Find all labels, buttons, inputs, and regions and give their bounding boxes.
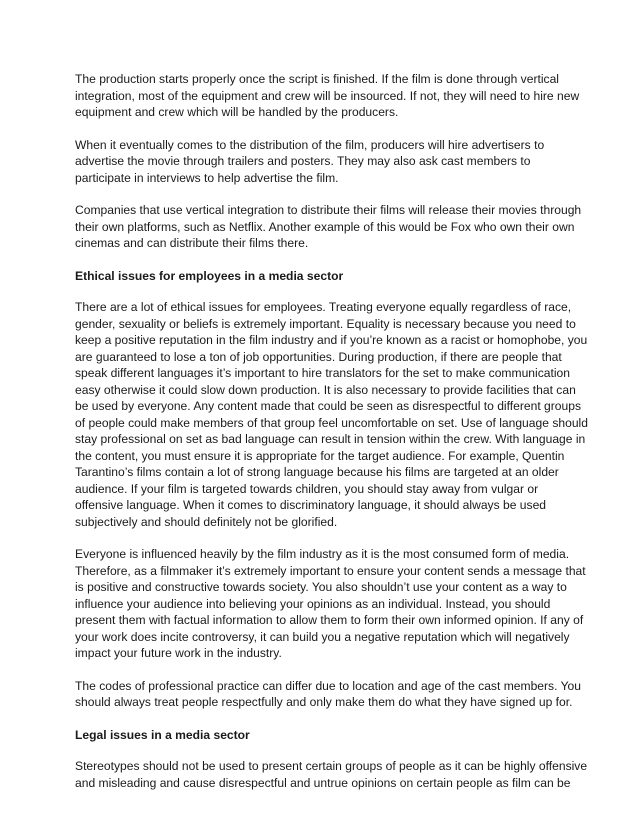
- paragraph-influence: Everyone is influenced heavily by the film industry as it is the most consumed form of media. Therefore, as a filmmaker it’s extremely important to ensure your content sends a message that is positive and constructive towards society. You also shouldn’t use your content as a way to influence your audience into believing your opinions as an individual. Instead, you should present them with factual information to allow them to form their own informed opinion. If any of your work does incite controversy, it can build you a negative reputation which will negatively impact your future work in the industry.: [75, 547, 586, 660]
- paragraph-vertical-integration: Companies that use vertical integration to distribute their films will release their movies through their own platforms, such as Netflix. Another example of this would be Fox who own their own cinemas and can distribute their films there.: [75, 203, 582, 250]
- heading-ethical-issues: Ethical issues for employees in a media sector: [75, 268, 344, 283]
- paragraph-distribution: When it eventually comes to the distribution of the film, producers will hire advertisers to advertise the movie through trailers and posters. They may also ask cast members to participate in interviews to help advertise the film.: [75, 137, 545, 185]
- paragraph-ethical-issues: There are a lot of ethical issues for employees. Treating everyone equally regardless of race, gender, sexuality or beliefs is extremely important. Equality is necessary because you need to keep a positive reputation in the film industry and if you’re known as a racist or homophobe, you are guaranteed to lose a ton of job opportunities. During production, if there are people that speak different languages it’s important to hire translators for the set to make communication easy otherwise it could slow down production. It is also necessary to provide facilities that can be used by everyone. Any content made that could be seen as disrespectful to different groups of people could make members of that group feel uncomfortable on set. Use of language should stay professional on set as bad language can result in tension within the crew. With language in the content, you must ensure it is appropriate for the target audience. For example, Quentin Tarantino’s films contain a lot of strong language because his films are targeted at an older audience. If your film is targeted towards children, you should stay away from vulgar or offensive language. When it comes to discriminatory language, it should always be used subjectively and should definitely not be glorified.: [75, 300, 588, 529]
- heading-legal-issues: Legal issues in a media sector: [75, 727, 250, 742]
- paragraph-production: The production starts properly once the script is finished. If the film is done through vertical integration, most of the equipment and crew will be insourced. If not, they will need to hire new equipment and crew which will be handled by the producers.: [75, 72, 580, 119]
- paragraph-codes-of-practice: The codes of professional practice can differ due to location and age of the cast members. You should always treat people respectfully and only make them do what they have signed up for.: [75, 678, 582, 709]
- paragraph-stereotypes: Stereotypes should not be used to present certain groups of people as it can be highly offensive and misleading and cause disrespectful and untrue opinions on certain people as film can be: [75, 759, 588, 790]
